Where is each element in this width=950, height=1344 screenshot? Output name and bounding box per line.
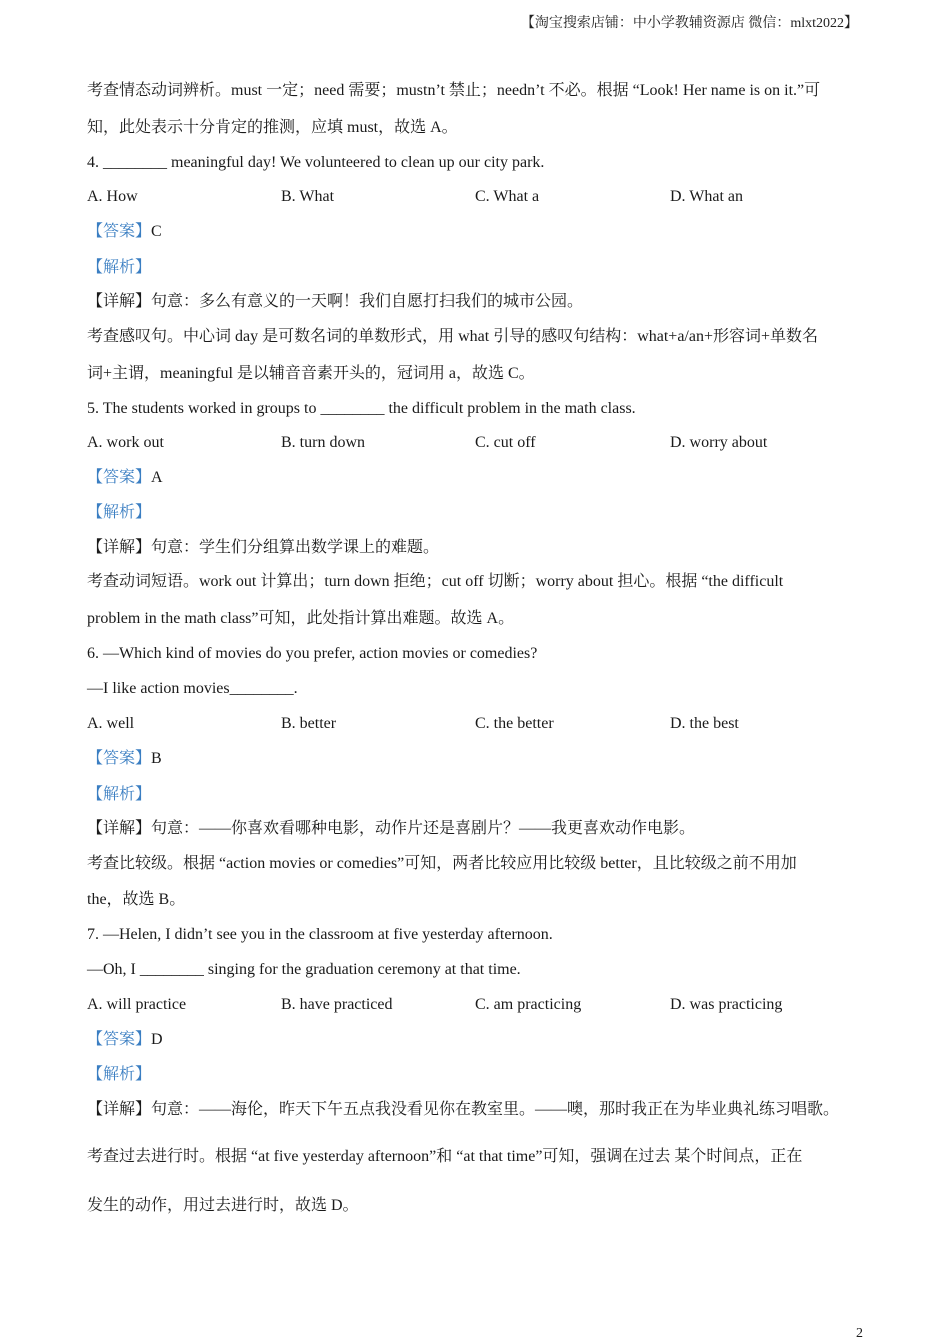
q4-explain-line-2: 词+主谓，meaningful 是以辅音音素开头的，冠词用 a，故选 C。 xyxy=(87,365,535,382)
q6-answer xyxy=(87,749,162,769)
answer-value: A xyxy=(151,469,163,486)
answer-label: 【答案】 xyxy=(87,1031,152,1048)
q6-option-b: B. better xyxy=(281,715,337,732)
q5-option-c: C. cut off xyxy=(475,434,536,451)
q6-explain-line-1: 考查比较级。根据 “action movies or comedies”可知，两者比较应用比较级 better，且比较级之前不用加 xyxy=(87,855,797,872)
q4-option-b: B. What xyxy=(281,188,335,205)
q6-option-c: C. the better xyxy=(475,715,554,732)
q3-explain-line-1: 考查情态动词辨析。must 一定；need 需要；mustn’t 禁止；needn’t 不必。根据 “Look! Her name is on it.”可 xyxy=(87,82,821,99)
q6-option-d: D. the best xyxy=(670,715,739,732)
q7-option-c: C. am practicing xyxy=(475,996,582,1013)
q6-explain-line-2: the，故选 B。 xyxy=(87,891,186,908)
q4-option-c: C. What a xyxy=(475,188,540,205)
q5-explain-line-2: problem in the math class”可知，此处指计算出难题。故选 A。 xyxy=(87,610,515,627)
q3-explain-line-2: 知，此处表示十分肯定的推测，应填 must，故选 A。 xyxy=(87,119,458,136)
q5-option-d: D. worry about xyxy=(670,434,768,451)
q7-detail: 【详解】句意：——海伦，昨天下午五点我没看见你在教室里。——噢，那时我正在为毕业典礼练习唱歌。 xyxy=(87,1101,840,1118)
q4-answer xyxy=(87,222,162,242)
answer-label: 【答案】 xyxy=(87,750,152,767)
q7-analysis-label: 【解析】 xyxy=(87,1066,152,1083)
q7-option-b: B. have practiced xyxy=(281,996,393,1013)
answer-value: B xyxy=(151,750,162,767)
q6-option-a: A. well xyxy=(87,715,135,732)
q4-explain-line-1: 考查感叹句。中心词 day 是可数名词的单数形式，用 what 引导的感叹句结构：what+a/an+形容词+单数名 xyxy=(87,328,819,345)
q6-analysis-label: 【解析】 xyxy=(87,786,152,803)
page-header: 【淘宝搜索店铺：中小学教辅资源店 微信：mlxt2022】 xyxy=(520,16,858,31)
answer-label: 【答案】 xyxy=(87,469,152,486)
q7-explain-line-1: 考查过去进行时。根据 “at five yesterday afternoon”和 “at that time”可知，强调在过去 某个时间点，正在 xyxy=(87,1148,803,1165)
q5-answer xyxy=(87,468,163,488)
q5-option-b: B. turn down xyxy=(281,434,365,451)
q7-explain-line-2: 发生的动作，用过去进行时，故选 D。 xyxy=(87,1197,359,1214)
q4-stem: 4. ________ meaningful day! We volunteered to clean up our city park. xyxy=(87,154,545,171)
q7-option-a: A. will practice xyxy=(87,996,187,1013)
answer-value: D xyxy=(151,1031,163,1048)
q7-option-d: D. was practicing xyxy=(670,996,783,1013)
q5-detail: 【详解】句意：学生们分组算出数学课上的难题。 xyxy=(87,539,440,556)
q5-analysis-label: 【解析】 xyxy=(87,504,152,521)
q6-stem-line-2: —I like action movies________. xyxy=(87,680,298,697)
q4-analysis-label: 【解析】 xyxy=(87,259,152,276)
q4-detail: 【详解】句意：多么有意义的一天啊！我们自愿打扫我们的城市公园。 xyxy=(87,293,584,310)
q7-stem-line-1: 7. —Helen, I didn’t see you in the classroom at five yesterday afternoon. xyxy=(87,926,553,943)
q7-stem-line-2: —Oh, I ________ singing for the graduation ceremony at that time. xyxy=(87,961,521,978)
q7-answer xyxy=(87,1030,163,1050)
page-number: 2 xyxy=(856,1326,863,1341)
q6-detail: 【详解】句意：——你喜欢看哪种电影，动作片还是喜剧片？——我更喜欢动作电影。 xyxy=(87,820,696,837)
q5-explain-line-1: 考查动词短语。work out 计算出；turn down 拒绝；cut off 切断；worry about 担心。根据 “the difficult xyxy=(87,573,784,590)
q5-stem: 5. The students worked in groups to ________ the difficult problem in the math class. xyxy=(87,400,636,417)
q6-stem-line-1: 6. —Which kind of movies do you prefer, action movies or comedies? xyxy=(87,645,538,662)
answer-label: 【答案】 xyxy=(87,223,152,240)
q4-option-a: A. How xyxy=(87,188,138,205)
answer-value: C xyxy=(151,223,162,240)
q4-option-d: D. What an xyxy=(670,188,744,205)
q5-option-a: A. work out xyxy=(87,434,164,451)
